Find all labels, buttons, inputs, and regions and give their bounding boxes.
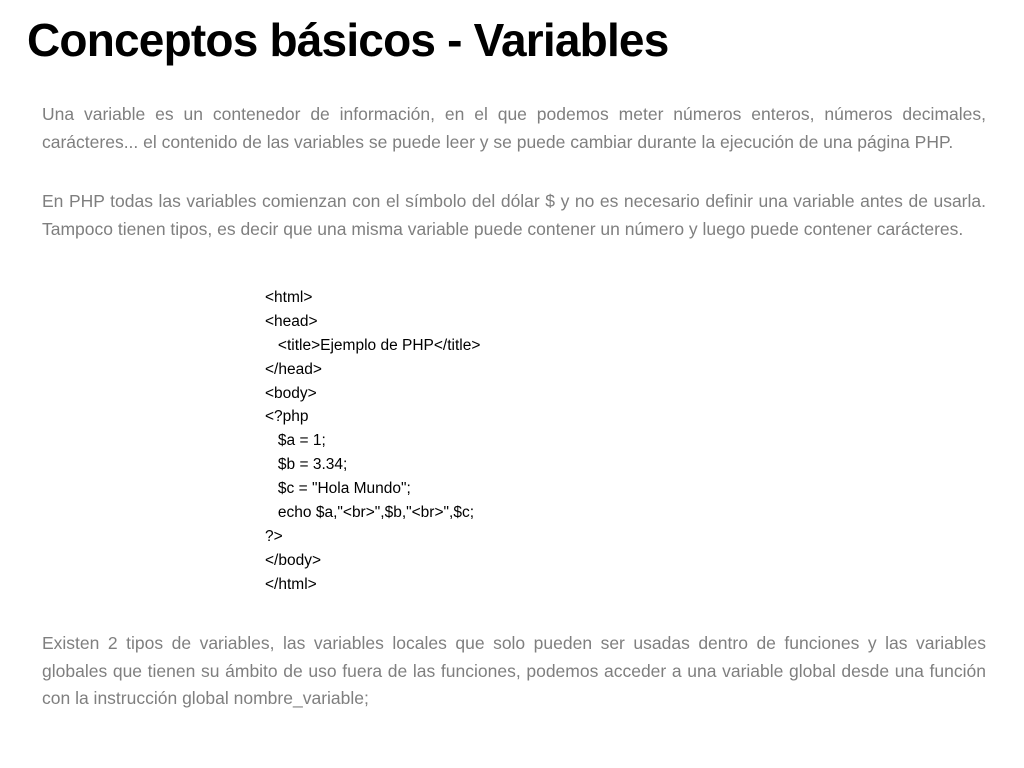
paragraph-variable-types: Existen 2 tipos de variables, las variables locales que solo pueden ser usadas dentro de funciones y las variables globales que tienen su ámbito de uso fuera de las funciones, podemos acceder a una variable global desde una función con la instrucción global nombre_variable; bbox=[42, 633, 986, 708]
code-line: <body> bbox=[265, 384, 317, 402]
code-line: </head> bbox=[265, 360, 322, 378]
code-line: </body> bbox=[265, 551, 322, 569]
paragraph-php-variables: En PHP todas las variables comienzan con el símbolo del dólar $ y no es necesario definir una variable antes de usarla. Tampoco tienen tipos, es decir que una misma variable puede contener un número y luego puede contener carácteres. bbox=[42, 191, 986, 239]
code-line: $b = 3.34; bbox=[265, 456, 348, 474]
code-line: $a = 1; bbox=[265, 432, 326, 450]
paragraph-variable-definition: Una variable es un contenedor de información, en el que podemos meter números enteros, números decimales, carácteres... el contenido de las variables se puede leer y se puede cambiar durante la ejecución de una página PHP. bbox=[42, 104, 986, 152]
slide-title: Conceptos básicos - Variables bbox=[27, 14, 669, 66]
code-line: ?> bbox=[265, 527, 283, 545]
code-example bbox=[265, 286, 480, 597]
code-line: echo $a,"<br>",$b,"<br>",$c; bbox=[265, 504, 475, 522]
code-line: $c = "Hola Mundo"; bbox=[265, 480, 411, 498]
code-line: <html> bbox=[265, 289, 313, 306]
code-line: </html> bbox=[265, 575, 317, 593]
code-line: <?php bbox=[265, 408, 309, 426]
code-line: <title>Ejemplo de PHP</title> bbox=[265, 336, 481, 354]
code-line: <head> bbox=[265, 312, 318, 330]
